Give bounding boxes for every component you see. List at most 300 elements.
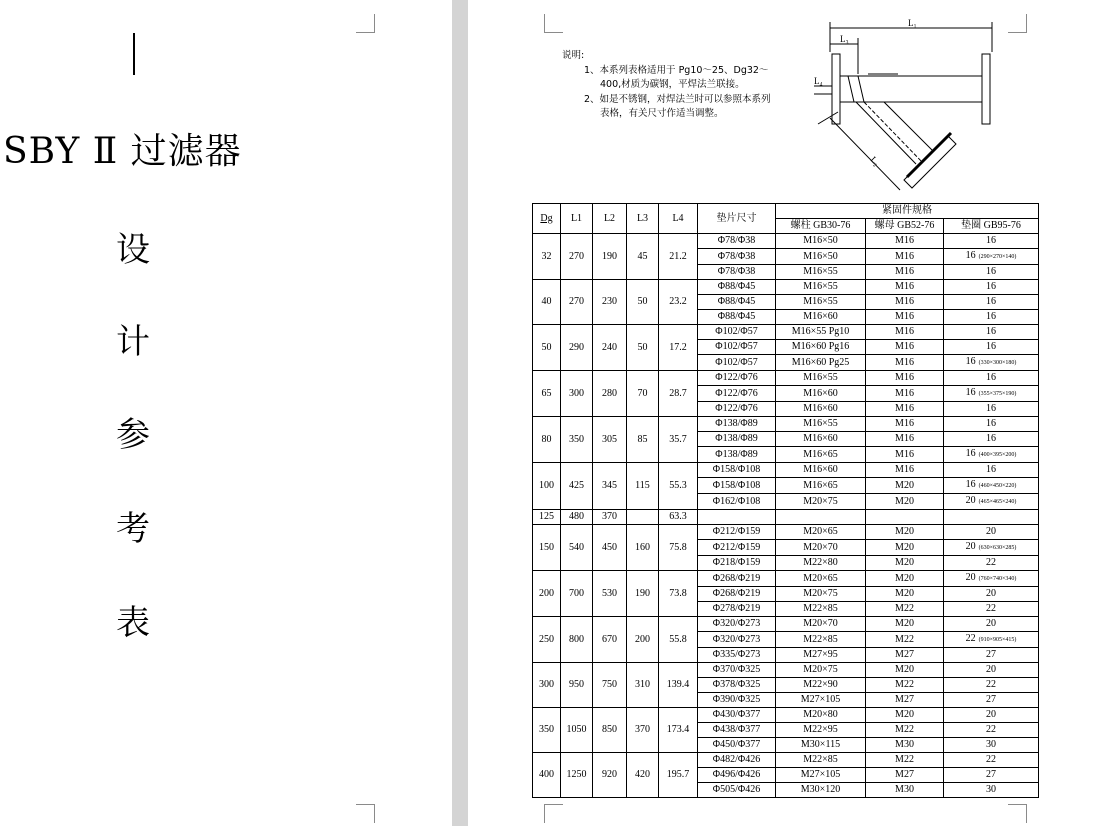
cell-nut: M16 bbox=[866, 234, 944, 249]
table-row bbox=[533, 325, 1039, 340]
cell-l3: 420 bbox=[627, 753, 659, 798]
washer-value: 16 bbox=[965, 479, 976, 490]
cell-bolt: M27×105 bbox=[776, 768, 866, 783]
washer-value: 16 bbox=[986, 296, 996, 307]
washer-value: 16 bbox=[986, 311, 996, 322]
header-dg: Dg bbox=[533, 204, 561, 234]
crop-mark-bottom-right-2 bbox=[1008, 804, 1027, 823]
cell-gasket: Φ158/Φ108 bbox=[698, 478, 776, 494]
cell-bolt: M16×65 bbox=[776, 447, 866, 463]
header-fastener: 紧固件规格 bbox=[776, 204, 1039, 219]
cell-dg: 125 bbox=[533, 510, 561, 525]
cell-l1: 1050 bbox=[561, 708, 593, 753]
cell-l4: 195.7 bbox=[659, 753, 698, 798]
table-row bbox=[533, 663, 1039, 678]
cell-nut: M16 bbox=[866, 265, 944, 280]
cell-washer bbox=[944, 386, 1039, 402]
crop-mark-bottom-left bbox=[544, 804, 563, 823]
cell-l1: 1250 bbox=[561, 753, 593, 798]
vertical-char-5: 表 bbox=[116, 603, 150, 643]
cell-washer bbox=[944, 632, 1039, 648]
cell-nut: M20 bbox=[866, 478, 944, 494]
cell-dg: 80 bbox=[533, 417, 561, 463]
cell-nut: M27 bbox=[866, 693, 944, 708]
cell-gasket: Φ138/Φ89 bbox=[698, 417, 776, 432]
cell-nut: M20 bbox=[866, 663, 944, 678]
cell-washer bbox=[944, 494, 1039, 510]
cell-dg: 350 bbox=[533, 708, 561, 753]
spec-table-body bbox=[533, 234, 1039, 798]
cell-washer bbox=[944, 265, 1039, 280]
cell-bolt: M16×50 bbox=[776, 249, 866, 265]
cell-l4: 55.8 bbox=[659, 617, 698, 663]
cell-nut: M16 bbox=[866, 295, 944, 310]
cell-washer bbox=[944, 693, 1039, 708]
washer-value: 16 bbox=[986, 433, 996, 444]
cell-l1: 480 bbox=[561, 510, 593, 525]
cell-nut: M20 bbox=[866, 494, 944, 510]
cell-gasket: Φ122/Φ76 bbox=[698, 402, 776, 417]
cell-l3: 115 bbox=[627, 463, 659, 510]
cell-gasket: Φ162/Φ108 bbox=[698, 494, 776, 510]
cell-bolt: M22×95 bbox=[776, 723, 866, 738]
cell-bolt: M22×85 bbox=[776, 602, 866, 617]
cell-washer bbox=[944, 417, 1039, 432]
cell-bolt: M16×55 bbox=[776, 295, 866, 310]
cell-gasket: Φ430/Φ377 bbox=[698, 708, 776, 723]
cell-nut: M20 bbox=[866, 587, 944, 602]
cell-l4: 21.2 bbox=[659, 234, 698, 280]
cell-l4: 73.8 bbox=[659, 571, 698, 617]
crop-mark-top-left bbox=[544, 14, 563, 33]
cell-washer bbox=[944, 738, 1039, 753]
cell-bolt bbox=[776, 510, 866, 525]
dim-label-l4: L₄ bbox=[814, 76, 823, 86]
cell-dg: 65 bbox=[533, 371, 561, 417]
washer-note: (460×450×220) bbox=[978, 483, 1017, 489]
washer-value: 16 bbox=[986, 418, 996, 429]
cell-washer bbox=[944, 325, 1039, 340]
cell-bolt: M20×75 bbox=[776, 663, 866, 678]
washer-note: (330×300×180) bbox=[978, 360, 1017, 366]
washer-value: 16 bbox=[965, 250, 976, 261]
washer-note: (910×905×415) bbox=[978, 637, 1017, 643]
cell-gasket: Φ390/Φ325 bbox=[698, 693, 776, 708]
cell-l4: 139.4 bbox=[659, 663, 698, 708]
cell-bolt: M20×70 bbox=[776, 540, 866, 556]
cell-bolt: M22×85 bbox=[776, 753, 866, 768]
cell-washer bbox=[944, 234, 1039, 249]
cell-l2: 530 bbox=[593, 571, 627, 617]
washer-value: 16 bbox=[986, 266, 996, 277]
cell-l1: 270 bbox=[561, 280, 593, 325]
cell-nut: M22 bbox=[866, 723, 944, 738]
header-l2: L2 bbox=[593, 204, 627, 234]
cell-gasket: Φ482/Φ426 bbox=[698, 753, 776, 768]
washer-value: 30 bbox=[986, 784, 996, 795]
cell-l3: 85 bbox=[627, 417, 659, 463]
cell-bolt: M27×105 bbox=[776, 693, 866, 708]
cell-bolt: M22×90 bbox=[776, 678, 866, 693]
table-row bbox=[533, 417, 1039, 432]
cell-bolt: M20×80 bbox=[776, 708, 866, 723]
cell-bolt: M30×115 bbox=[776, 738, 866, 753]
cell-l1: 290 bbox=[561, 325, 593, 371]
cell-washer bbox=[944, 648, 1039, 663]
cell-nut: M30 bbox=[866, 783, 944, 798]
table-row bbox=[533, 510, 1039, 525]
cell-bolt: M16×65 bbox=[776, 478, 866, 494]
cell-l2: 305 bbox=[593, 417, 627, 463]
cell-gasket: Φ496/Φ426 bbox=[698, 768, 776, 783]
cell-bolt: M20×70 bbox=[776, 617, 866, 632]
cell-gasket: Φ102/Φ57 bbox=[698, 340, 776, 355]
y-strainer-drawing bbox=[808, 14, 1038, 198]
cell-l1: 350 bbox=[561, 417, 593, 463]
table-row bbox=[533, 753, 1039, 768]
cell-l2: 345 bbox=[593, 463, 627, 510]
cell-gasket: Φ78/Φ38 bbox=[698, 265, 776, 280]
washer-value: 16 bbox=[986, 372, 996, 383]
cell-washer bbox=[944, 295, 1039, 310]
cell-washer bbox=[944, 540, 1039, 556]
washer-value: 16 bbox=[986, 403, 996, 414]
cell-gasket: Φ370/Φ325 bbox=[698, 663, 776, 678]
washer-value: 16 bbox=[986, 341, 996, 352]
cell-bolt: M16×60 bbox=[776, 463, 866, 478]
cell-l3: 370 bbox=[627, 708, 659, 753]
header-bolt: 螺柱 GB30-76 bbox=[776, 219, 866, 234]
washer-value: 27 bbox=[986, 769, 996, 780]
cell-nut: M22 bbox=[866, 753, 944, 768]
cell-washer bbox=[944, 768, 1039, 783]
note-2-line-1: 2、如是不锈钢，对焊法兰时可以参照本系列 bbox=[584, 93, 771, 105]
washer-value: 16 bbox=[986, 235, 996, 246]
vertical-char-3: 参 bbox=[116, 415, 150, 455]
cell-l3: 200 bbox=[627, 617, 659, 663]
cell-nut: M16 bbox=[866, 447, 944, 463]
cell-bolt: M16×55 bbox=[776, 371, 866, 386]
cell-washer bbox=[944, 587, 1039, 602]
washer-note: (400×395×200) bbox=[978, 452, 1017, 458]
cell-washer bbox=[944, 371, 1039, 386]
cell-l2: 370 bbox=[593, 510, 627, 525]
washer-value: 20 bbox=[986, 709, 996, 720]
cell-bolt: M16×50 bbox=[776, 234, 866, 249]
cell-bolt: M22×85 bbox=[776, 632, 866, 648]
left-page bbox=[0, 0, 452, 826]
cell-dg: 300 bbox=[533, 663, 561, 708]
table-row bbox=[533, 371, 1039, 386]
cell-l2: 750 bbox=[593, 663, 627, 708]
dim-label-l3: L₃ bbox=[840, 34, 849, 44]
cell-gasket: Φ335/Φ273 bbox=[698, 648, 776, 663]
cell-washer bbox=[944, 310, 1039, 325]
dim-label-l1: L₁ bbox=[908, 18, 917, 28]
page-gap bbox=[452, 0, 468, 826]
table-row bbox=[533, 617, 1039, 632]
cell-l4: 63.3 bbox=[659, 510, 698, 525]
cell-washer bbox=[944, 510, 1039, 525]
cell-l4: 75.8 bbox=[659, 525, 698, 571]
cell-washer bbox=[944, 280, 1039, 295]
header-gasket: 垫片尺寸 bbox=[698, 204, 776, 234]
cell-bolt: M30×120 bbox=[776, 783, 866, 798]
cell-washer bbox=[944, 663, 1039, 678]
cell-l1: 425 bbox=[561, 463, 593, 510]
cell-nut: M16 bbox=[866, 386, 944, 402]
cell-washer bbox=[944, 556, 1039, 571]
table-row bbox=[533, 708, 1039, 723]
cell-washer bbox=[944, 571, 1039, 587]
cell-washer bbox=[944, 708, 1039, 723]
cell-bolt: M20×65 bbox=[776, 525, 866, 540]
note-1-line-1: 1、本系列表格适用于 Pg10～25、Dg32～ bbox=[584, 64, 769, 76]
cell-l2: 280 bbox=[593, 371, 627, 417]
cell-washer bbox=[944, 783, 1039, 798]
washer-value: 20 bbox=[965, 572, 976, 583]
table-row bbox=[533, 525, 1039, 540]
cell-bolt: M16×55 bbox=[776, 265, 866, 280]
cell-washer bbox=[944, 678, 1039, 693]
cell-gasket: Φ378/Φ325 bbox=[698, 678, 776, 693]
cell-gasket: Φ88/Φ45 bbox=[698, 280, 776, 295]
cell-nut: M16 bbox=[866, 417, 944, 432]
cell-bolt: M20×75 bbox=[776, 587, 866, 602]
vertical-char-1: 设 bbox=[116, 230, 150, 270]
cell-gasket: Φ88/Φ45 bbox=[698, 295, 776, 310]
table-row bbox=[533, 571, 1039, 587]
crop-mark-top-right bbox=[356, 14, 375, 33]
cell-nut: M20 bbox=[866, 556, 944, 571]
cell-washer bbox=[944, 478, 1039, 494]
cell-l3: 45 bbox=[627, 234, 659, 280]
cell-nut: M16 bbox=[866, 355, 944, 371]
cell-washer bbox=[944, 617, 1039, 632]
cell-l3: 50 bbox=[627, 280, 659, 325]
washer-value: 20 bbox=[986, 526, 996, 537]
vertical-char-2: 计 bbox=[116, 322, 150, 362]
cell-gasket: Φ212/Φ159 bbox=[698, 525, 776, 540]
washer-value: 16 bbox=[986, 326, 996, 337]
cell-washer bbox=[944, 723, 1039, 738]
washer-value: 16 bbox=[965, 448, 976, 459]
crop-mark-bottom-right bbox=[356, 804, 375, 823]
cell-l3: 190 bbox=[627, 571, 659, 617]
washer-value: 27 bbox=[986, 649, 996, 660]
cell-bolt: M16×60 Pg16 bbox=[776, 340, 866, 355]
cell-gasket: Φ268/Φ219 bbox=[698, 571, 776, 587]
cell-nut: M16 bbox=[866, 280, 944, 295]
cell-gasket: Φ212/Φ159 bbox=[698, 540, 776, 556]
header-l3: L3 bbox=[627, 204, 659, 234]
washer-value: 22 bbox=[986, 603, 996, 614]
cell-l2: 920 bbox=[593, 753, 627, 798]
cell-l3: 70 bbox=[627, 371, 659, 417]
cell-l1: 700 bbox=[561, 571, 593, 617]
cell-bolt: M20×65 bbox=[776, 571, 866, 587]
cell-l2: 670 bbox=[593, 617, 627, 663]
washer-value: 20 bbox=[986, 664, 996, 675]
washer-value: 20 bbox=[965, 541, 976, 552]
cell-bolt: M16×60 bbox=[776, 432, 866, 447]
cell-bolt: M16×60 bbox=[776, 310, 866, 325]
note-2-line-2: 表格，有关尺寸作适当调整。 bbox=[600, 108, 724, 119]
washer-note: (630×630×285) bbox=[978, 545, 1017, 551]
cell-washer bbox=[944, 602, 1039, 617]
cell-washer bbox=[944, 340, 1039, 355]
cell-gasket: Φ78/Φ38 bbox=[698, 234, 776, 249]
cell-gasket: Φ268/Φ219 bbox=[698, 587, 776, 602]
cell-bolt: M27×95 bbox=[776, 648, 866, 663]
table-row bbox=[533, 463, 1039, 478]
cell-dg: 400 bbox=[533, 753, 561, 798]
cell-gasket: Φ218/Φ159 bbox=[698, 556, 776, 571]
cell-nut: M27 bbox=[866, 648, 944, 663]
vertical-char-4: 考 bbox=[116, 509, 150, 549]
washer-value: 16 bbox=[965, 387, 976, 398]
cell-dg: 32 bbox=[533, 234, 561, 280]
cell-bolt: M20×75 bbox=[776, 494, 866, 510]
washer-note: (465×465×240) bbox=[978, 499, 1017, 505]
cell-l3: 50 bbox=[627, 325, 659, 371]
cell-washer bbox=[944, 402, 1039, 417]
header-washer: 垫圈 GB95-76 bbox=[944, 219, 1039, 234]
notes-heading: 说明: bbox=[562, 50, 585, 61]
cell-dg: 200 bbox=[533, 571, 561, 617]
washer-note: (760×740×340) bbox=[978, 576, 1017, 582]
cell-gasket: Φ78/Φ38 bbox=[698, 249, 776, 265]
cell-gasket: Φ438/Φ377 bbox=[698, 723, 776, 738]
cell-nut: M16 bbox=[866, 340, 944, 355]
washer-note: (355×375×190) bbox=[978, 391, 1017, 397]
washer-value: 16 bbox=[986, 464, 996, 475]
cell-dg: 50 bbox=[533, 325, 561, 371]
cell-bolt: M22×80 bbox=[776, 556, 866, 571]
cell-l2: 450 bbox=[593, 525, 627, 571]
cell-l3 bbox=[627, 510, 659, 525]
cell-washer bbox=[944, 447, 1039, 463]
cell-bolt: M16×55 Pg10 bbox=[776, 325, 866, 340]
cell-gasket: Φ278/Φ219 bbox=[698, 602, 776, 617]
cell-nut: M22 bbox=[866, 632, 944, 648]
spec-table bbox=[532, 203, 1039, 798]
header-nut: 螺母 GB52-76 bbox=[866, 219, 944, 234]
washer-value: 22 bbox=[986, 679, 996, 690]
cell-dg: 40 bbox=[533, 280, 561, 325]
cell-nut: M16 bbox=[866, 249, 944, 265]
cell-washer bbox=[944, 432, 1039, 447]
cell-bolt: M16×55 bbox=[776, 280, 866, 295]
cell-gasket: Φ505/Φ426 bbox=[698, 783, 776, 798]
cell-nut: M16 bbox=[866, 402, 944, 417]
cell-l4: 17.2 bbox=[659, 325, 698, 371]
cell-dg: 100 bbox=[533, 463, 561, 510]
washer-value: 20 bbox=[986, 618, 996, 629]
cell-l4: 55.3 bbox=[659, 463, 698, 510]
cell-l3: 310 bbox=[627, 663, 659, 708]
cell-nut: M20 bbox=[866, 540, 944, 556]
cell-nut: M16 bbox=[866, 325, 944, 340]
cell-gasket: Φ102/Φ57 bbox=[698, 355, 776, 371]
table-row bbox=[533, 280, 1039, 295]
cell-nut: M27 bbox=[866, 768, 944, 783]
cell-l3: 160 bbox=[627, 525, 659, 571]
cell-nut: M20 bbox=[866, 571, 944, 587]
page-title: SBY Ⅱ 过滤器 bbox=[3, 131, 242, 172]
cell-gasket: Φ138/Φ89 bbox=[698, 432, 776, 447]
dim-label-l2: L₂ bbox=[868, 154, 882, 168]
washer-value: 16 bbox=[986, 281, 996, 292]
washer-value: 27 bbox=[986, 694, 996, 705]
cell-gasket: Φ450/Φ377 bbox=[698, 738, 776, 753]
cell-l4: 173.4 bbox=[659, 708, 698, 753]
cell-nut: M20 bbox=[866, 525, 944, 540]
cell-washer bbox=[944, 355, 1039, 371]
cell-gasket: Φ320/Φ273 bbox=[698, 632, 776, 648]
cell-bolt: M16×55 bbox=[776, 417, 866, 432]
washer-value: 20 bbox=[965, 495, 976, 506]
cell-l4: 35.7 bbox=[659, 417, 698, 463]
cell-l1: 540 bbox=[561, 525, 593, 571]
cell-gasket: Φ122/Φ76 bbox=[698, 371, 776, 386]
cell-bolt: M16×60 Pg25 bbox=[776, 355, 866, 371]
cell-gasket: Φ122/Φ76 bbox=[698, 386, 776, 402]
washer-value: 22 bbox=[965, 633, 976, 644]
cell-dg: 250 bbox=[533, 617, 561, 663]
cell-gasket: Φ138/Φ89 bbox=[698, 447, 776, 463]
cell-gasket: Φ158/Φ108 bbox=[698, 463, 776, 478]
cell-l2: 190 bbox=[593, 234, 627, 280]
cell-nut bbox=[866, 510, 944, 525]
cell-nut: M22 bbox=[866, 602, 944, 617]
cell-gasket bbox=[698, 510, 776, 525]
washer-value: 22 bbox=[986, 754, 996, 765]
washer-value: 22 bbox=[986, 724, 996, 735]
cell-nut: M16 bbox=[866, 310, 944, 325]
table-row bbox=[533, 234, 1039, 249]
cell-washer bbox=[944, 753, 1039, 768]
washer-value: 30 bbox=[986, 739, 996, 750]
cell-washer bbox=[944, 249, 1039, 265]
cell-l2: 230 bbox=[593, 280, 627, 325]
cell-l2: 850 bbox=[593, 708, 627, 753]
cell-gasket: Φ88/Φ45 bbox=[698, 310, 776, 325]
washer-value: 16 bbox=[965, 356, 976, 367]
cell-nut: M20 bbox=[866, 708, 944, 723]
text-cursor bbox=[133, 33, 135, 75]
cell-nut: M16 bbox=[866, 432, 944, 447]
cell-washer bbox=[944, 463, 1039, 478]
cell-nut: M30 bbox=[866, 738, 944, 753]
cell-l1: 270 bbox=[561, 234, 593, 280]
cell-l4: 23.2 bbox=[659, 280, 698, 325]
cell-l1: 800 bbox=[561, 617, 593, 663]
cell-nut: M22 bbox=[866, 678, 944, 693]
header-l1: L1 bbox=[561, 204, 593, 234]
washer-note: (290×270×140) bbox=[978, 254, 1017, 260]
cell-nut: M20 bbox=[866, 617, 944, 632]
header-l4: L4 bbox=[659, 204, 698, 234]
cell-nut: M16 bbox=[866, 371, 944, 386]
cell-l1: 950 bbox=[561, 663, 593, 708]
cell-l1: 300 bbox=[561, 371, 593, 417]
cell-nut: M16 bbox=[866, 463, 944, 478]
cell-l2: 240 bbox=[593, 325, 627, 371]
note-1-line-2: 400,材质为碳钢，平焊法兰联接。 bbox=[600, 79, 745, 90]
cell-bolt: M16×60 bbox=[776, 386, 866, 402]
notes-block bbox=[562, 49, 771, 122]
